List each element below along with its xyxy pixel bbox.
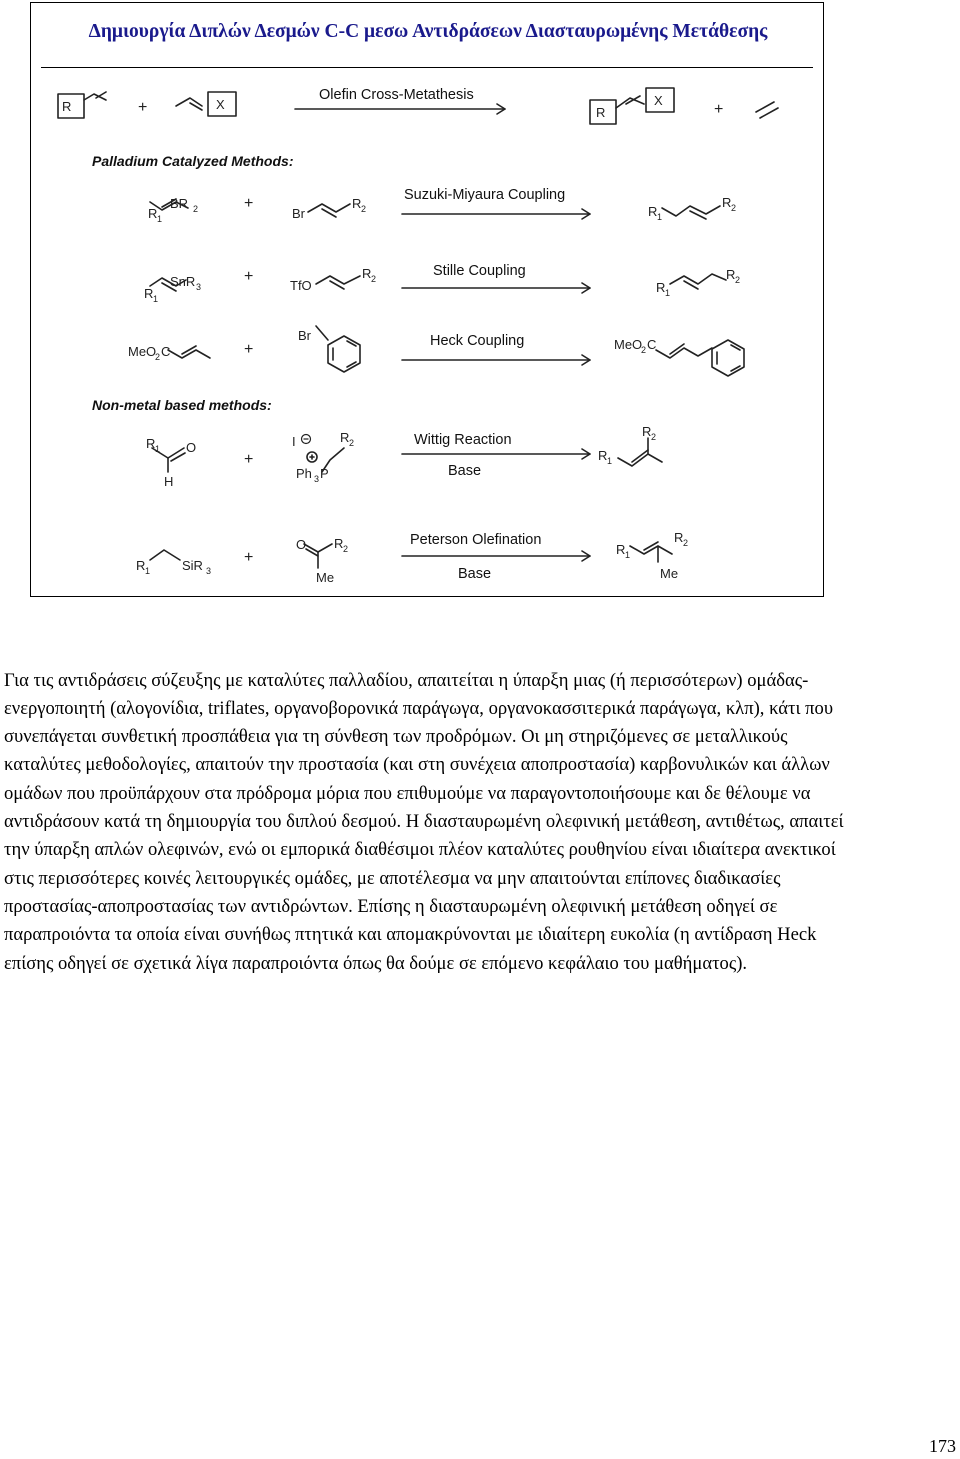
label-r2: R [352,196,362,211]
subscript: 2 [343,544,349,554]
label-meo2c: MeO [614,337,643,352]
plus-sign: + [244,451,254,468]
subscript: 2 [735,275,741,285]
label-r1: R [146,436,156,451]
subscript: 2 [651,432,657,442]
plus-sign: + [138,99,148,116]
section-palladium: Palladium Catalyzed Methods: [92,153,294,169]
label-r1: R [598,448,608,463]
subscript: 1 [657,212,663,222]
heck-aryl-bromide [316,326,360,372]
subscript: 1 [607,456,613,466]
metathesis-label: Olefin Cross-Metathesis [319,87,474,103]
stille-product [670,274,726,289]
label-iodide: I [292,434,296,449]
suzuki-product [662,206,720,219]
subscript: 1 [153,294,159,304]
subscript: 1 [145,566,151,576]
subscript: 3 [206,566,212,576]
wittig-base-label: Base [448,463,482,479]
peterson-label: Peterson Olefination [410,532,542,548]
panel-title: Δημιουργία Διπλών Δεσμών C-C μεσω Αντιδράσεων Διασταυρωμένης Μετάθεσης [88,21,768,42]
subscript: 2 [371,274,377,284]
label-r2: R [340,430,350,445]
label-r: R [62,99,72,114]
metathesis-reactant-2 [176,92,236,116]
subscript: 1 [157,214,163,224]
wittig-product [618,438,662,466]
peterson-silane [150,550,180,560]
subscript: 1 [155,444,161,454]
subscript: 2 [683,538,689,548]
label-h: H [164,474,174,489]
peterson-ketone [304,544,332,568]
heck-product [656,340,744,376]
subscript: 2 [641,345,647,355]
label-r: R [596,105,606,120]
subscript: 3 [314,474,320,484]
body-paragraph: Για τις αντιδράσεις σύζευξης με καταλύτες παλλαδίου, απαιτείται η ύπαρξη μιας (ή περισσότερων) ομάδας-ενεργοποιητή (αλογονίδια, triflates, οργανοβορονικά παράγωγα, οργανοκασσιτερικά παράγωγα, κλπ), κάτι που συνεπάγεται συνθετική προσπάθεια για τη σύνθεση των προδρόμων. Οι μη στηριζόμενες σε μεταλλικούς καταλύτες μεθοδολογίες, απαιτούν την προστασία (και στη συνέχεια αποπροστασία) καρβονυλικών και άλλων ομάδων που προϋπάρχουν στα πρόδρομα μόρια που επιθυμούμε να παραγοντοποιήσουμε και δε θέλουμε να αντιδράσουν κατά τη δημιουργία του διπλού δεσμού. Η διασταυρωμένη ολεφινική μετάθεση, αντιθέτως, απαιτεί την ύπαρξη απλών ολεφινών, ενώ οι εμπορικά διαθέσιμοι πλέον καταλύτες ρουθηνίου είναι ιδιαίτερα ανεκτικοί στις περισσότερες κοινές λειτουργικές ομάδες, με αποτέλεσμα να μην απαιτούνται επίπονες διαδικασίες προστασίας-αποπροστασίας των αντιδρώντων. Επίσης η διασταυρωμένη ολεφινική μετάθεση οδηγεί σε παραπροιόντα τα οποία είναι συνήθως πτητικά και απομακρύνονται με ιδιαίτερη ευκολία (η αντίδραση Heck επίσης οδηγεί σε σχετικά λίγα παραπροιόντα όπως θα δούμε σε επόμενο κεφάλαιο του μαθήματος). [4,669,844,974]
label-me: Me [660,566,679,581]
label-o: O [186,440,197,455]
label-me: Me [316,570,335,585]
reaction-scheme [30,2,824,597]
label-ph3p: Ph [296,466,312,481]
label-r1: R [616,542,626,557]
label-meo2c: C [161,344,171,359]
label-r2: R [726,267,736,282]
label-r1: R [136,558,146,573]
plus-sign: + [244,341,254,358]
label-r1: R [144,286,154,301]
label-tfo: TfO [290,278,312,293]
suzuki-bromide [308,204,350,217]
label-r1: R [148,206,158,221]
label-r2: R [334,536,344,551]
label-sir3: SiR [182,558,203,573]
suzuki-label: Suzuki-Miyaura Coupling [404,187,566,203]
label-r2: R [674,530,684,545]
subscript: 2 [361,204,367,214]
label-meo2c: C [647,337,657,352]
subscript: 3 [196,282,202,292]
ethylene-byproduct [756,102,778,118]
heck-label: Heck Coupling [430,333,525,349]
label-r2: R [642,424,652,439]
page-number: 173 [929,1436,956,1456]
section-nonmetal: Non-metal based methods: [92,397,272,413]
peterson-product [630,542,672,562]
label-br2: BR [170,196,189,211]
label-br: Br [292,206,305,221]
label-p: P [320,466,329,481]
stille-label: Stille Coupling [433,263,526,279]
subscript: 2 [193,204,199,214]
wittig-label: Wittig Reaction [414,432,512,448]
peterson-base-label: Base [458,566,492,582]
label-r2: R [362,266,372,281]
subscript: 1 [625,550,631,560]
subscript: 1 [665,288,671,298]
subscript: 2 [155,352,161,362]
plus-sign: + [244,195,254,212]
label-x: X [654,93,663,108]
subscript: 2 [349,438,355,448]
subscript: 2 [731,203,737,213]
label-r1: R [656,280,666,295]
stille-triflate [316,276,360,289]
label-meo2c: MeO [128,344,157,359]
label-r2: R [722,195,732,210]
label-snr3: SnR [170,274,196,289]
heck-acrylate [168,346,210,358]
label-o: O [296,537,307,552]
plus-sign: + [244,268,254,285]
label-r1: R [648,204,658,219]
plus-sign: + [714,101,724,118]
plus-sign: + [244,549,254,566]
label-x: X [216,97,225,112]
label-br: Br [298,328,311,343]
